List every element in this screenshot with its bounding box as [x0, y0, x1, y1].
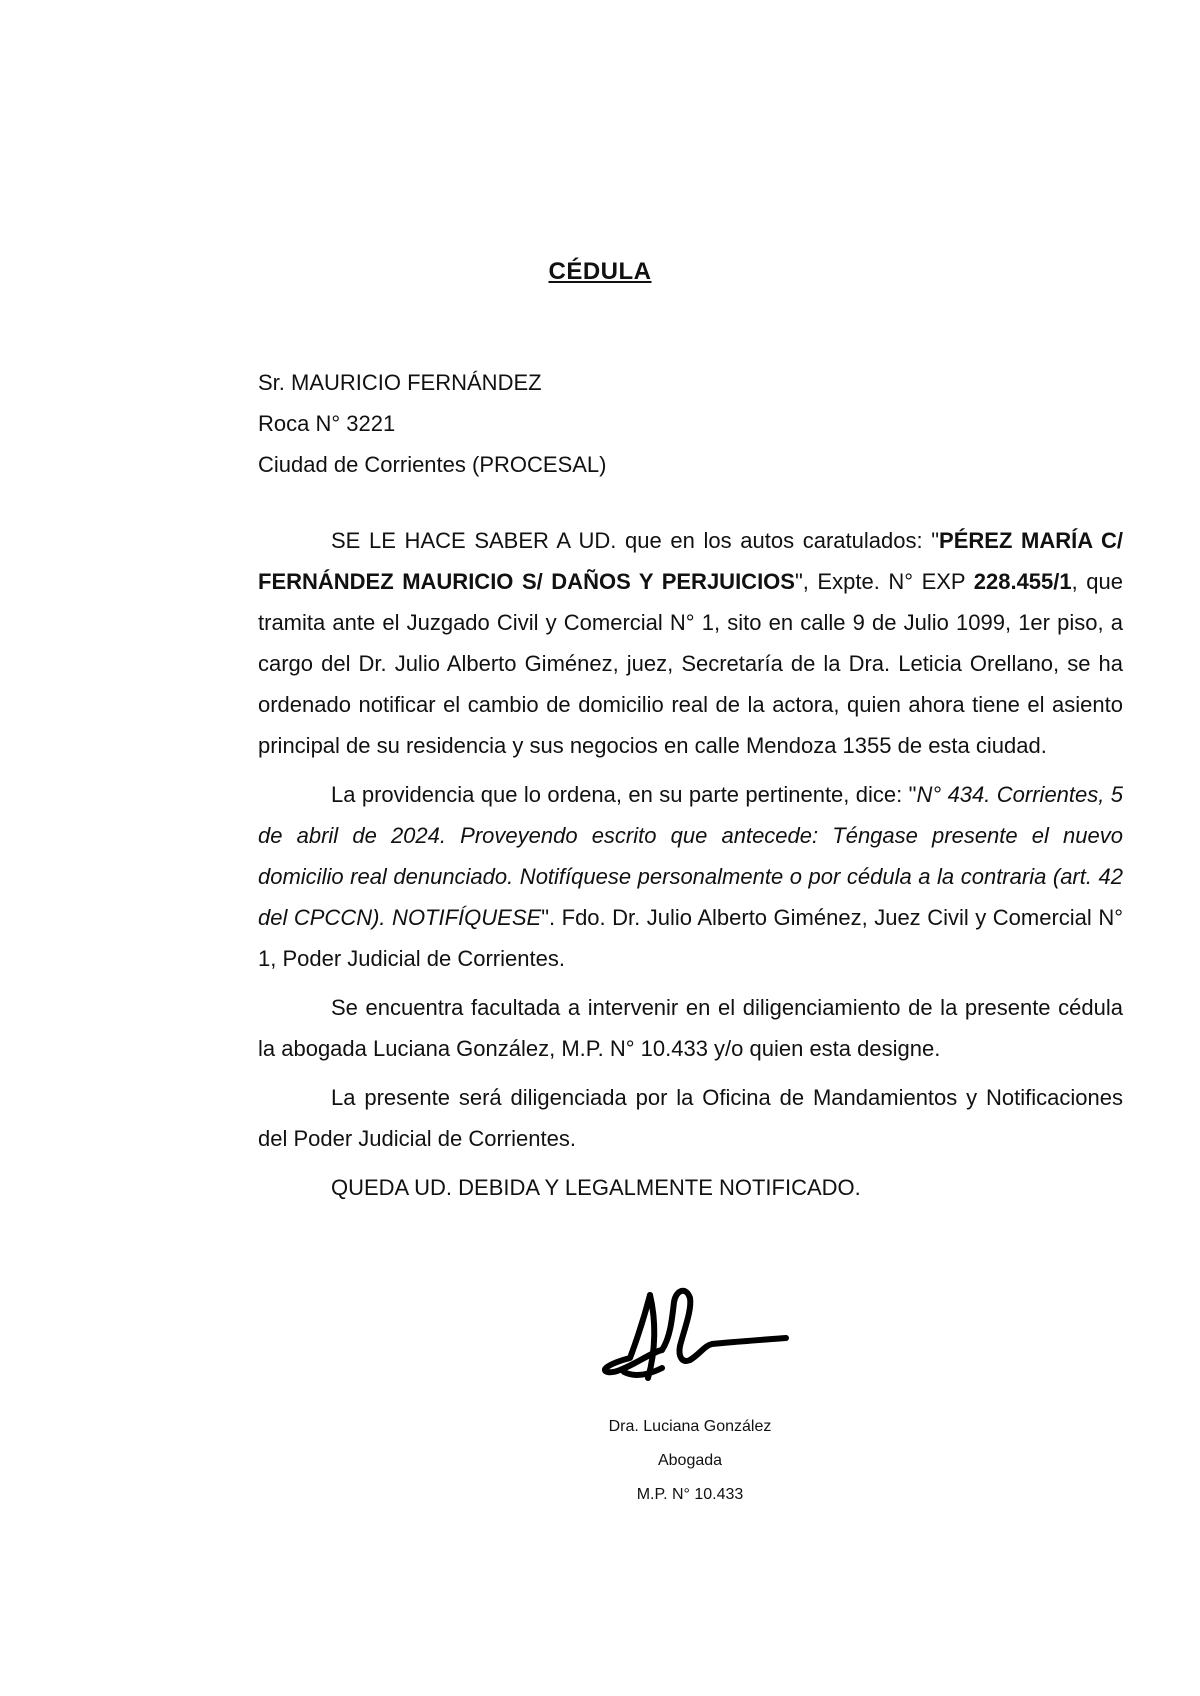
order-rest: ". Fdo. Dr. Julio Alberto Giménez, Juez Civil y Comercial N° 1, Poder Judicial de Corrientes.: [258, 905, 1124, 971]
signature-block: [560, 1410, 820, 1512]
document-body: [258, 520, 1123, 1216]
document-title: CÉDULA: [548, 258, 652, 285]
expte-label: ", Expte. N° EXP: [794, 569, 974, 594]
paragraph-authorization: Se encuentra facultada a intervenir en el diligenciamiento de la presente cédula la abogada Luciana González, M.P. N° 10.433 y/o quien esta designe.: [258, 995, 1123, 1061]
notice-intro: SE LE HACE SABER A UD. que en los autos caratulados: ": [331, 528, 940, 553]
recipient-city: Ciudad de Corrientes (PROCESAL): [258, 452, 607, 477]
handwritten-signature: [600, 1280, 790, 1390]
notice-rest: , que tramita ante el Juzgado Civil y Comercial N° 1, sito en calle 9 de Julio 1099, 1er piso, a cargo del Dr. Julio Alberto Giménez, juez, Secretaría de la Dra. Leticia Orellano, se ha ordenado notificar el cambio de domicilio real de la actora, quien ahora tiene el asiento principal de su residencia y sus negocios en calle Mendoza 1355 de esta ciudad.: [258, 569, 1123, 758]
paragraph-order: [258, 774, 1123, 979]
signatory-registration: M.P. N° 10.433: [636, 1486, 744, 1503]
paragraph-service: La presente será diligenciada por la Oficina de Mandamientos y Notificaciones del Poder Judicial de Corrientes.: [258, 1085, 1123, 1151]
signatory-role: Abogada: [657, 1452, 723, 1469]
recipient-name: Sr. MAURICIO FERNÁNDEZ: [258, 370, 542, 395]
order-quote: N° 434. Corrientes, 5 de abril de 2024. Proveyendo escrito que antecede: Téngase presente el nuevo domicilio real denunciado. Notifíquese personalmente o por cédula a la contraria (art. 42 del CPCCN). NOTIFÍQUESE: [258, 782, 1124, 930]
recipient-street: Roca N° 3221: [258, 411, 396, 436]
recipient-address: [258, 362, 606, 485]
expte-number: 228.455/1: [973, 569, 1072, 594]
signatory-name: Dra. Luciana González: [608, 1418, 772, 1435]
paragraph-notice: [258, 520, 1123, 766]
closing-statement: QUEDA UD. DEBIDA Y LEGALMENTE NOTIFICADO.: [331, 1175, 861, 1200]
case-title: PÉREZ MARÍA C/ FERNÁNDEZ MAURICIO S/ DAÑOS Y PERJUICIOS: [258, 528, 1123, 594]
order-intro: La providencia que lo ordena, en su parte pertinente, dice: ": [331, 782, 917, 807]
